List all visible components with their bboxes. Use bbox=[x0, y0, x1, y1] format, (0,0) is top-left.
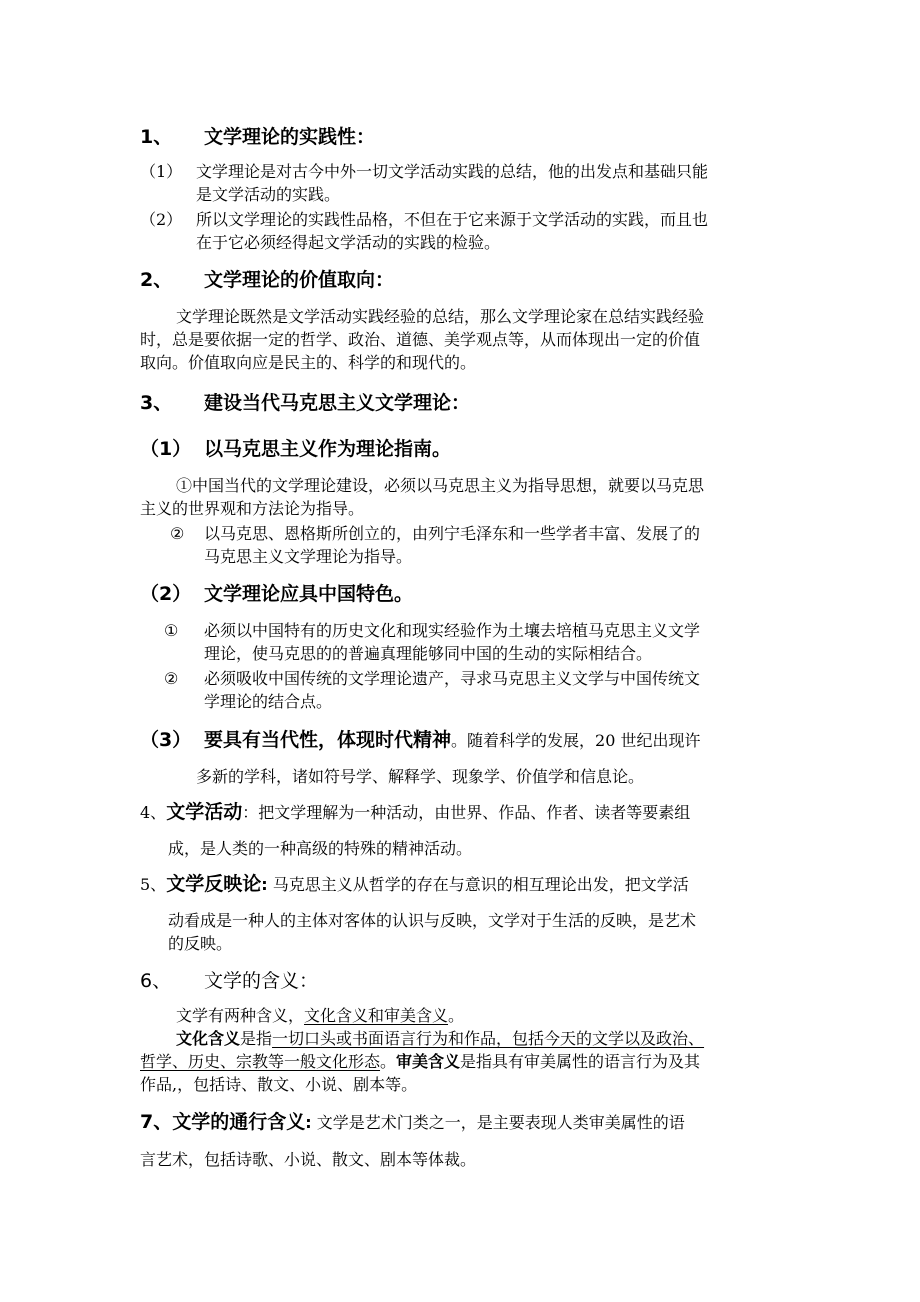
section-5-text: 马克思主义从哲学的存在与意识的相互理论出发，把文学活 bbox=[267, 875, 689, 894]
section-3-heading bbox=[140, 390, 470, 416]
section-4-line-1 bbox=[140, 801, 690, 824]
section-1-item-1-line-1 bbox=[140, 161, 708, 183]
item-text: 所以文学理论的实践性品格，不但在于它来源于文学活动的实践，而且也 bbox=[196, 210, 709, 229]
section-6-number: 6、 bbox=[140, 970, 172, 992]
section-5-line-1 bbox=[140, 873, 689, 896]
subsection-2-title: 文学理论应具中国特色。 bbox=[204, 583, 414, 605]
section-7-line-2: 言艺术，包括诗歌、小说、散文、剧本等体裁。 bbox=[140, 1150, 477, 1169]
circled-marker: ② bbox=[164, 669, 179, 688]
section-6-intro-end: 。 bbox=[448, 1006, 465, 1025]
section-6-title: 文学的含义： bbox=[204, 970, 319, 992]
section-3-title: 建设当代马克思主义文学理论： bbox=[204, 392, 471, 414]
section-4-number: 4、 bbox=[140, 803, 167, 822]
section-7-number: 7、 bbox=[140, 1111, 173, 1133]
section-6-heading bbox=[140, 968, 318, 994]
item-marker: （2） bbox=[140, 210, 183, 229]
section-1-item-1-line-2: 是文学活动的实践。 bbox=[196, 185, 341, 204]
section-2-number: 2、 bbox=[140, 269, 173, 291]
section-6-intro: 文学有两种含义， bbox=[176, 1006, 305, 1025]
section-1-item-2-line-1 bbox=[140, 209, 708, 231]
item-text: 必须以中国特有的历史文化和现实经验作为土壤去培植马克思主义文学 bbox=[204, 621, 701, 640]
section-7-text: 文学是艺术门类之一，是主要表现人类审美属性的语 bbox=[311, 1113, 685, 1132]
section-6-line-3 bbox=[140, 1051, 700, 1073]
section-6-two-meanings: 文化含义和审美含义 bbox=[304, 1006, 449, 1025]
subsection-2-marker: （2） bbox=[140, 583, 192, 605]
subsection-1-heading bbox=[140, 436, 451, 462]
subsection-1-para-1-line-1: ①中国当代的文学理论建设，必须以马克思主义为指导思想，就要以马克思 bbox=[176, 476, 705, 495]
section-1-heading bbox=[140, 124, 375, 150]
section-6-line-1 bbox=[176, 1005, 464, 1027]
subsection-1-marker: （1） bbox=[140, 438, 192, 460]
circled-marker: ② bbox=[170, 524, 185, 543]
cultural-meaning-definition-cont: 哲学、历史、宗教等一般文化形态 bbox=[140, 1052, 381, 1071]
item-marker: （1） bbox=[140, 162, 183, 181]
item-text: 以马克思、恩格斯所创立的，由列宁毛泽东和一些学者丰富、发展了的 bbox=[204, 524, 701, 543]
subsection-2-item-2-line-2: 学理论的结合点。 bbox=[204, 692, 333, 711]
section-7-line-1 bbox=[140, 1111, 685, 1134]
section-6-text: 是指 bbox=[240, 1029, 273, 1048]
section-6-text: 。 bbox=[380, 1052, 397, 1071]
subsection-3-text: 。随着科学的发展，20 世纪出现许 bbox=[451, 731, 701, 750]
section-5-line-3: 的反映。 bbox=[168, 934, 233, 953]
section-6-line-2 bbox=[176, 1028, 704, 1050]
subsection-1-title: 以马克思主义作为理论指南。 bbox=[204, 438, 452, 460]
subsection-1-para-2-line-1 bbox=[170, 523, 700, 545]
subsection-2-heading bbox=[140, 581, 413, 607]
aesthetic-meaning-definition: 是指具有审美属性的语言行为及其 bbox=[460, 1052, 701, 1071]
section-2-heading bbox=[140, 267, 394, 293]
section-1-number: 1、 bbox=[140, 126, 173, 148]
item-text: 必须吸收中国传统的文学理论遗产，寻求马克思主义文学与中国传统文 bbox=[204, 669, 701, 688]
section-1-item-2-line-2: 在于它必须经得起文学活动的实践的检验。 bbox=[196, 233, 501, 252]
aesthetic-meaning-term: 审美含义 bbox=[396, 1052, 461, 1071]
subsection-2-item-1-line-1 bbox=[164, 620, 700, 642]
section-3-number: 3、 bbox=[140, 392, 173, 414]
section-5-line-2: 动看成是一种人的主体对客体的认识与反映，文学对于生活的反映，是艺术 bbox=[168, 911, 697, 930]
subsection-3-title: 要具有当代性，体现时代精神 bbox=[204, 729, 452, 751]
section-6-line-4: 作品,，包括诗、散文、小说、剧本等。 bbox=[140, 1075, 418, 1094]
section-1-title: 文学理论的实践性： bbox=[204, 126, 376, 148]
circled-marker: ① bbox=[164, 621, 179, 640]
section-4-term: 文学活动 bbox=[166, 801, 243, 823]
item-text: 文学理论是对古今中外一切文学活动实践的总结，他的出发点和基础只能 bbox=[196, 162, 709, 181]
subsection-3-marker: （3） bbox=[140, 729, 192, 751]
section-2-para-line-1: 文学理论既然是文学活动实践经验的总结，那么文学理论家在总结实践经验 bbox=[176, 307, 705, 326]
section-5-term: 文学反映论 bbox=[166, 873, 262, 895]
subsection-3-line-2: 多新的学科，诸如符号学、解释学、现象学、价值学和信息论。 bbox=[196, 767, 645, 786]
cultural-meaning-definition: 一切口头或书面语言行为和作品，包括今天的文学以及政治、 bbox=[272, 1029, 705, 1048]
section-7-term: 文学的通行含义 bbox=[172, 1111, 306, 1133]
section-4-text: ：把文学理解为一种活动，由世界、作品、作者、读者等要素组 bbox=[242, 803, 691, 822]
subsection-3-line-1 bbox=[140, 729, 700, 752]
cultural-meaning-term: 文化含义 bbox=[176, 1029, 241, 1048]
section-2-para-line-3: 取向。价值取向应是民主的、科学的和现代的。 bbox=[140, 353, 477, 372]
section-5-number: 5、 bbox=[140, 875, 167, 894]
section-2-title: 文学理论的价值取向： bbox=[204, 269, 395, 291]
subsection-1-para-1-line-2: 主义的世界观和方法论为指导。 bbox=[140, 499, 365, 518]
subsection-2-item-2-line-1 bbox=[164, 668, 700, 690]
subsection-1-para-2-line-2: 马克思主义文学理论为指导。 bbox=[204, 547, 413, 566]
section-2-para-line-2: 时，总是要依据一定的哲学、政治、道德、美学观点等，从而体现出一定的价值 bbox=[140, 330, 701, 349]
subsection-2-item-1-line-2: 理论，使马克思的的普遍真理能够同中国的生动的实际相结合。 bbox=[204, 644, 653, 663]
section-4-line-2: 成，是人类的一种高级的特殊的精神活动。 bbox=[168, 839, 473, 858]
section-5-colon: : bbox=[261, 875, 268, 894]
section-7-colon: : bbox=[305, 1113, 312, 1132]
